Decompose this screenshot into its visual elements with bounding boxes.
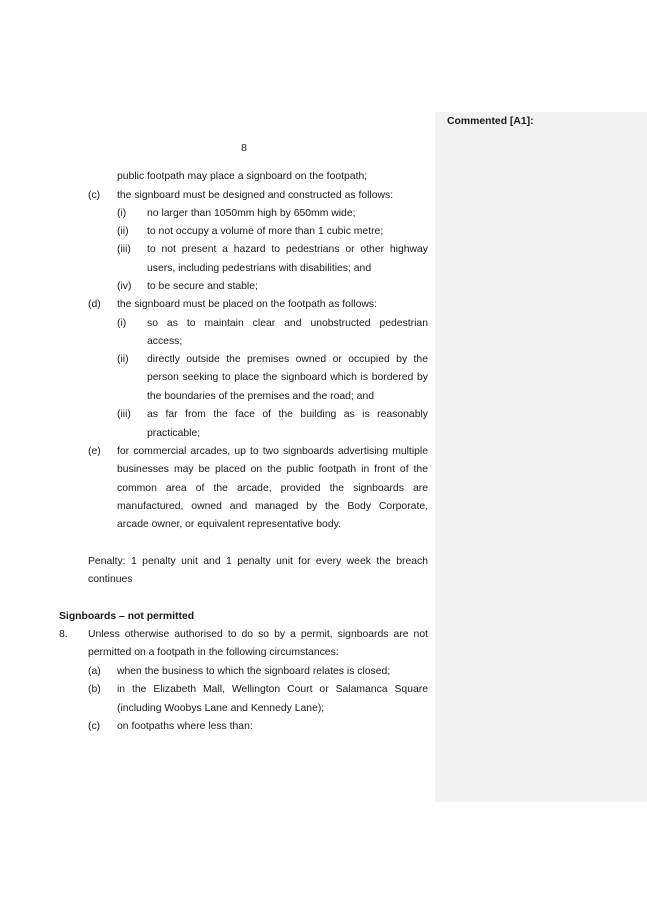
penalty-text: Penalty: 1 penalty unit and 1 penalty unit for every week the breach: [88, 556, 428, 567]
clause-continuation: public footpath may place a signboard on the footpath;: [117, 171, 368, 182]
item-text: on footpaths where less than:: [117, 721, 253, 732]
subitem-text: access;: [147, 336, 183, 347]
section-text: Unless otherwise authorised to do so by a permit, signboards are not: [88, 629, 428, 640]
subitem-label: (ii): [117, 226, 129, 237]
item-label: (a): [88, 666, 101, 677]
subitem-text: person seeking to place the signboard which is bordered by: [147, 372, 428, 383]
item-text: (including Woobys Lane and Kennedy Lane);: [117, 703, 325, 714]
subitem-text: directly outside the premises owned or occupied by the: [147, 354, 428, 365]
subitem-text: as far from the face of the building as is reasonably: [147, 409, 428, 420]
item-text: common area of the arcade, provided the signboards are: [117, 483, 428, 494]
subitem-label: (iii): [117, 244, 131, 255]
comment-pane: [435, 112, 647, 802]
item-label: (c): [88, 190, 101, 201]
page-number: 8: [241, 143, 247, 154]
item-text: when the business to which the signboard relates is closed;: [117, 666, 391, 677]
item-label: (d): [88, 299, 101, 310]
subitem-text: the boundaries of the premises and the road; and: [147, 391, 375, 402]
item-label: (e): [88, 446, 101, 457]
item-text: the signboard must be placed on the footpath as follows:: [117, 299, 377, 310]
subitem-label: (iii): [117, 409, 131, 420]
subitem-text: users, including pedestrians with disabilities; and: [147, 263, 372, 274]
item-text: arcade owner, or equivalent representative body.: [117, 519, 341, 530]
comment-header: Commented [A1]:: [447, 116, 534, 127]
section-number: 8.: [59, 629, 68, 640]
subitem-label: (ii): [117, 354, 129, 365]
subitem-text: to not occupy a volume of more than 1 cubic metre;: [147, 226, 384, 237]
subitem-label: (i): [117, 208, 127, 219]
subitem-text: practicable;: [147, 428, 201, 439]
subitem-label: (iv): [117, 281, 132, 292]
penalty-text: continues: [88, 574, 133, 585]
subitem-text: no larger than 1050mm high by 650mm wide;: [147, 208, 356, 219]
item-label: (b): [88, 684, 101, 695]
subitem-text: to be secure and stable;: [147, 281, 258, 292]
section-text: permitted on a footpath in the following circumstances:: [88, 647, 339, 658]
subitem-text: to not present a hazard to pedestrians or other highway: [147, 244, 428, 255]
subitem-text: so as to maintain clear and unobstructed pedestrian: [147, 318, 428, 329]
item-text: manufactured, owned and managed by the Body Corporate,: [117, 501, 428, 512]
section-heading: Signboards – not permitted: [59, 611, 195, 622]
item-label: (c): [88, 721, 101, 732]
item-text: the signboard must be designed and constructed as follows:: [117, 190, 394, 201]
subitem-label: (i): [117, 318, 127, 329]
item-text: businesses may be placed on the public footpath in front of the: [117, 464, 428, 475]
item-text: for commercial arcades, up to two signboards advertising multiple: [117, 446, 428, 457]
item-text: in the Elizabeth Mall, Wellington Court or Salamanca Square: [117, 684, 428, 695]
